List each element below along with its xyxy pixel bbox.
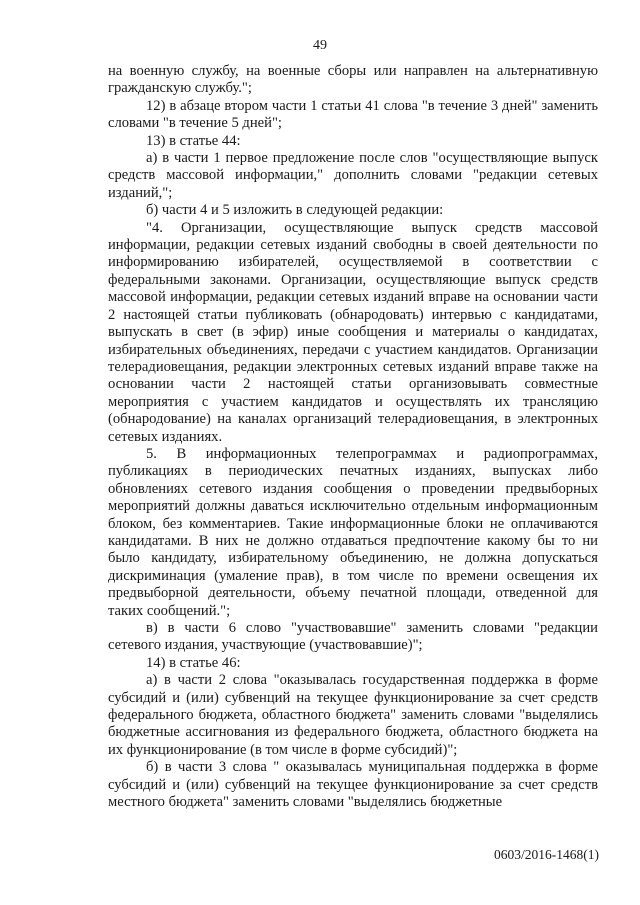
paragraph: б) части 4 и 5 изложить в следующей редакции: — [146, 202, 444, 219]
paragraph: б) в части 3 слова " оказывалась муниципальная поддержка в форме субсидий и (или) субвенций на текущее функционирование за счет средств местного бюджета" заменить словами "выделялись бюджетные — [108, 759, 598, 811]
paragraph: 13) в статье 44: — [146, 132, 241, 149]
paragraph: в) в части 6 слово "участвовавшие" заменить словами "редакции сетевого издания, участвующие (участвовавшие)"; — [108, 620, 598, 654]
paragraph: 5. В информационных телепрограммах и радиопрограммах, публикациях в периодических печатных изданиях, выпусках либо обновлениях сетевого издания сообщения о проведении предвыборных мероприятий должны даваться исключительно отдельным информационным блоком, без комментариев. Такие информационные блоки не оплачиваются кандидатами. В них не должно отдаваться предпочтение какому бы то ни было кандидату, избирательному объединению, не должна допускаться дискриминация (умаление прав), в том числе по времени освещения их предвыборной деятельности, объему печатной площади, отведенной для таких сообщений."; — [108, 445, 598, 619]
paragraph: а) в части 1 первое предложение после слов "осуществляющие выпуск средств массовой информации," дополнить словами "редакции сетевых изданий,"; — [108, 150, 598, 201]
paragraph: "4. Организации, осуществляющие выпуск средств массовой информации, редакции сетевых изданий свободны в своей деятельности по информированию избирателей, осуществляемой в соответствии с федеральными законами. Организации, осуществляющие выпуск средств массовой информации, редакции сетевых изданий вправе на основании части 2 настоящей статьи публиковать (обнародовать) интервью с кандидатами, выпускать в свет (в эфир) иные сообщения и материалы о кандидатах, избирательных объединениях, передачи с участием кандидатов. Организации телерадиовещания, редакции электронных сетевых изданий вправе также на основании части 2 настоящей статьи организовывать совместные мероприятия с участием кандидатов и осуществлять их трансляцию (обнародование) на каналах организаций телерадиовещания, в электронных сетевых изданиях. — [108, 219, 598, 445]
document-code: 0603/2016-1468(1) — [494, 847, 599, 862]
page-number: 49 — [313, 38, 327, 53]
paragraph: а) в части 2 слова "оказывалась государственная поддержка в форме субсидий и (или) субвенций на текущее функционирование за счет средств федерального бюджета, областного бюджета" заменить словами "выделялись бюджетные ассигнования из федерального бюджета, областного бюджета на их функционирование (в том числе в форме субсидий)"; — [108, 672, 598, 758]
paragraph: 14) в статье 46: — [146, 654, 241, 671]
paragraph: 12) в абзаце втором части 1 статьи 41 слова "в течение 3 дней" заменить словами "в течение 5 дней"; — [108, 97, 598, 132]
paragraph: на военную службу, на военные сборы или направлен на альтернативную гражданскую службу."; — [108, 63, 598, 97]
document-body — [108, 63, 598, 811]
